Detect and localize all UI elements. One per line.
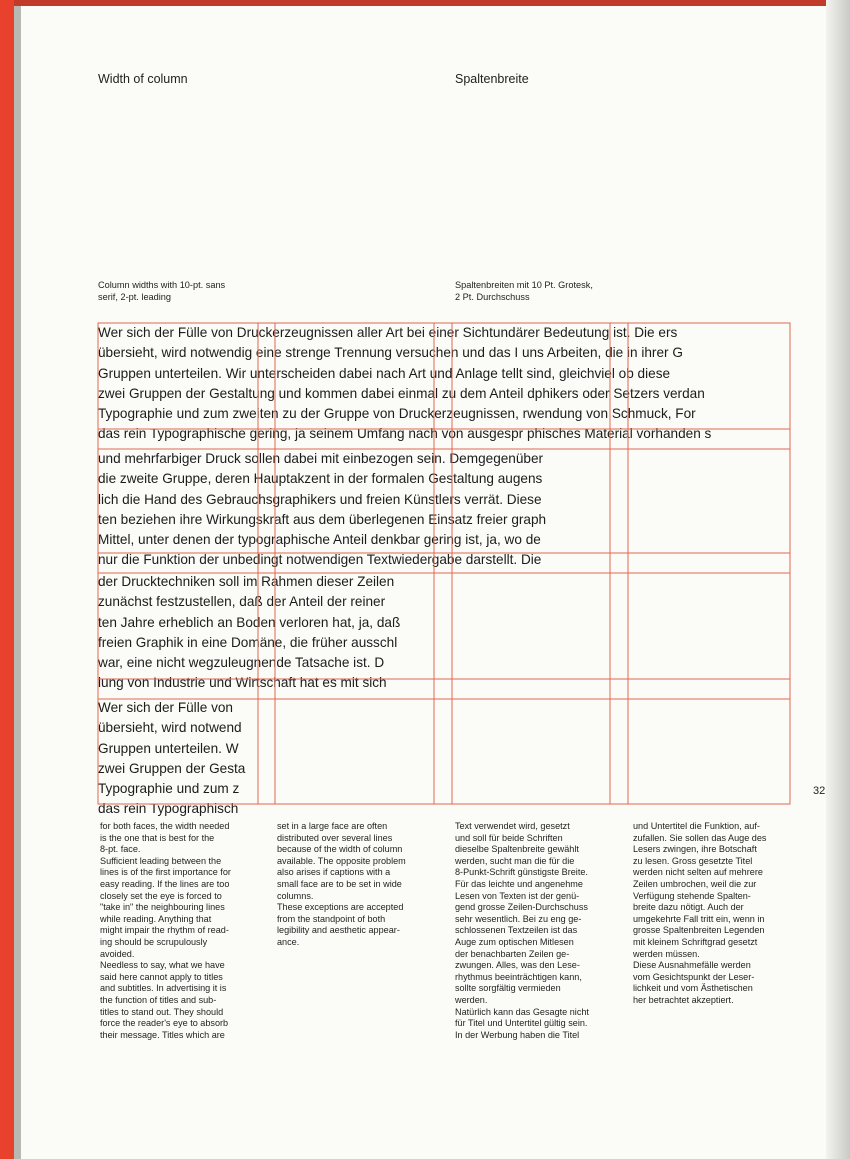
- caption-german: [455, 279, 593, 303]
- body-line: These exceptions are accepted: [277, 902, 404, 913]
- body-line: ance.: [277, 936, 300, 947]
- body-column-english-2: [277, 821, 439, 949]
- body-line: vom Gesichtspunkt der Leser-: [633, 971, 755, 982]
- body-line: Verfügung stehende Spalten-: [633, 890, 751, 901]
- header-german: Spaltenbreite: [455, 72, 529, 86]
- body-line: sehr wesentlich. Bei zu eng ge-: [455, 913, 582, 924]
- demo-line: war, eine nicht wegzuleugnende Tatsache ist. D: [98, 655, 385, 671]
- body-line: available. The opposite problem: [277, 855, 406, 866]
- body-line: schlossenen Textzeilen ist das: [455, 925, 578, 936]
- body-column-german-2: [633, 821, 795, 1007]
- body-line: 8-Punkt-Schrift günstigste Breite.: [455, 867, 588, 878]
- demo-line: Wer sich der Fülle von: [98, 700, 233, 715]
- body-line: Auge zum optischen Mitlesen: [455, 936, 574, 947]
- body-line: set in a large face are often: [277, 821, 388, 831]
- body-line: werden, sucht man die für die: [455, 855, 575, 866]
- cover-top-strip: [14, 0, 850, 6]
- demo-line: lich die Hand des Gebrauchsgraphikers und freien Künstlers verrät. Diese: [98, 491, 542, 507]
- body-line: und soll für beide Schriften: [455, 832, 563, 843]
- body-line: Natürlich kann das Gesagte nicht: [455, 1006, 589, 1017]
- demo-block-medium: [98, 572, 434, 696]
- body-line: Text verwendet wird, gesetzt: [455, 821, 570, 831]
- demo-line: zwei Gruppen der Gesta: [98, 760, 246, 776]
- body-line: mit kleinem Schriftgrad gesetzt: [633, 936, 758, 947]
- body-line: the function of titles and sub-: [100, 994, 217, 1005]
- body-line: der benachbarten Zeilen ge-: [455, 948, 570, 959]
- body-line: umgekehrte Fall tritt ein, wenn in: [633, 913, 765, 924]
- demo-line: Typographie und zum zweiten zu der Gruppe von Druckerzeugnissen, rwendung von Schmuck, For: [98, 406, 696, 422]
- caption-line: serif, 2-pt. leading: [98, 292, 172, 302]
- body-column-english-1: [100, 821, 262, 1041]
- body-line: closely set the eye is forced to: [100, 890, 222, 901]
- body-line: Für das leichte und angenehme: [455, 878, 583, 889]
- demo-line: die zweite Gruppe, deren Hauptakzent in der formalen Gestaltung augens: [98, 471, 543, 487]
- page-gutter-shadow: [14, 0, 21, 1159]
- body-line: their message. Titles which are: [100, 1029, 225, 1040]
- demo-block-full-width: [98, 323, 790, 447]
- demo-line: ten Jahre erheblich an Boden verloren hat, ja, daß: [98, 614, 401, 630]
- body-line: grosse Spaltenbreiten Legenden: [633, 925, 765, 936]
- body-line: zufallen. Sie sollen das Auge des: [633, 832, 767, 843]
- demo-line: nur die Funktion der unbedingt notwendigen Textwiedergabe darstellt. Die: [98, 552, 542, 568]
- body-line: 8-pt. face.: [100, 844, 141, 855]
- body-line: für Titel und Untertitel gültig sein.: [455, 1018, 588, 1029]
- demo-line: das rein Typographische gering, ja seinem Umfang nach von ausgespr phisches Material vorhanden s: [98, 426, 712, 442]
- demo-line: zunächst festzustellen, daß der Anteil der reiner: [98, 594, 386, 610]
- body-line: Sufficient leading between the: [100, 855, 222, 866]
- demo-line: lung von Industrie und Wirtschaft hat es mit sich: [98, 675, 387, 691]
- caption-english: [98, 279, 225, 303]
- body-line: distributed over several lines: [277, 832, 393, 843]
- body-column-german-1: [455, 821, 617, 1041]
- body-line: zwungen. Alles, was den Lese-: [455, 960, 580, 971]
- demo-block-narrow: [98, 698, 258, 822]
- demo-line: Wer sich der Fülle von Druckerzeugnissen aller Art bei einer Sichtundärer Bedeutung ist. Die ers: [98, 325, 678, 340]
- caption-line: Spaltenbreiten mit 10 Pt. Grotesk,: [455, 280, 593, 290]
- body-line: for both faces, the width needed: [100, 821, 230, 831]
- body-line: lines is of the first importance for: [100, 867, 231, 878]
- demo-line: übersieht, wird notwendig eine strenge Trennung versuchen und das I uns Arbeiten, die in ihrer G: [98, 345, 683, 361]
- body-line: werden müssen.: [633, 948, 700, 959]
- body-line: her betrachtet akzeptiert.: [633, 994, 734, 1005]
- demo-block-wide: [98, 449, 611, 573]
- body-line: Diese Ausnahmefälle werden: [633, 960, 751, 971]
- body-line: In der Werbung haben die Titel: [455, 1029, 580, 1040]
- body-line: and subtitles. In advertising it is: [100, 983, 227, 994]
- body-line: also arises if captions with a: [277, 867, 391, 878]
- body-line: from the standpoint of both: [277, 913, 386, 924]
- body-line: gend grosse Zeilen-Durchschuss: [455, 902, 588, 913]
- body-line: ing should be scrupulously: [100, 936, 208, 947]
- body-line: Zeilen umbrochen, weil die zur: [633, 878, 757, 889]
- body-line: might impair the rhythm of read-: [100, 925, 229, 936]
- body-line: said here cannot apply to titles: [100, 971, 223, 982]
- body-line: rhythmus beeinträchtigen kann,: [455, 971, 582, 982]
- page-number: 32: [813, 785, 826, 797]
- body-line: easy reading. If the lines are too: [100, 878, 230, 889]
- body-line: "take in" the neighbouring lines: [100, 902, 225, 913]
- body-line: breite dazu nötigt. Auch der: [633, 902, 744, 913]
- body-line: avoided.: [100, 948, 135, 959]
- demo-line: übersieht, wird notwend: [98, 720, 242, 736]
- page-edge-shadow: [826, 0, 850, 1159]
- demo-line: zwei Gruppen der Gestaltung und kommen dabei einmal zu dem Anteil dphikers oder Setzers verdan: [98, 385, 705, 401]
- header-english: Width of column: [98, 72, 188, 86]
- demo-line: Gruppen unterteilen. Wir unterscheiden dabei nach Art und Anlage tellt sind, gleichviel ob diese: [98, 365, 671, 381]
- body-line: zu lesen. Gross gesetzte Titel: [633, 855, 753, 866]
- body-line: columns.: [277, 890, 314, 901]
- body-line: is the one that is best for the: [100, 832, 215, 843]
- body-line: und Untertitel die Funktion, auf-: [633, 821, 760, 831]
- book-cover-red-edge: [0, 0, 14, 1159]
- body-line: titles to stand out. They should: [100, 1006, 224, 1017]
- demo-line: und mehrfarbiger Druck sollen dabei mit einbezogen sein. Demgegenüber: [98, 451, 544, 466]
- body-line: Lesers zwingen, ihre Botschaft: [633, 844, 757, 855]
- body-line: small face are to be set in wide: [277, 878, 402, 889]
- body-line: werden.: [455, 994, 488, 1005]
- demo-line: Mittel, unter denen der typographische Anteil denkbar gering ist, ja, wo de: [98, 532, 541, 548]
- body-line: force the reader's eye to absorb: [100, 1018, 229, 1029]
- body-line: Lesen von Texten ist der genü-: [455, 890, 580, 901]
- body-line: legibility and aesthetic appear-: [277, 925, 400, 936]
- demo-line: Typographie und zum z: [98, 781, 240, 797]
- body-line: Needless to say, what we have: [100, 960, 225, 971]
- body-line: because of the width of column: [277, 844, 403, 855]
- caption-line: Column widths with 10-pt. sans: [98, 280, 226, 290]
- demo-line: der Drucktechniken soll im Rahmen dieser Zeilen: [98, 574, 395, 589]
- demo-line: freien Graphik in eine Domäne, die früher ausschl: [98, 634, 398, 650]
- demo-line: Gruppen unterteilen. W: [98, 740, 239, 756]
- body-line: dieselbe Spaltenbreite gewählt: [455, 844, 579, 855]
- body-line: sollte sorgfältig vermieden: [455, 983, 561, 994]
- body-line: lichkeit und vom Ästhetischen: [633, 983, 753, 994]
- demo-line: ten beziehen ihre Wirkungskraft aus dem überlegenen Einsatz freier graph: [98, 511, 547, 527]
- body-line: werden nicht selten auf mehrere: [633, 867, 763, 878]
- body-line: while reading. Anything that: [100, 913, 212, 924]
- caption-line: 2 Pt. Durchschuss: [455, 292, 530, 302]
- demo-line: das rein Typographisch: [98, 801, 239, 817]
